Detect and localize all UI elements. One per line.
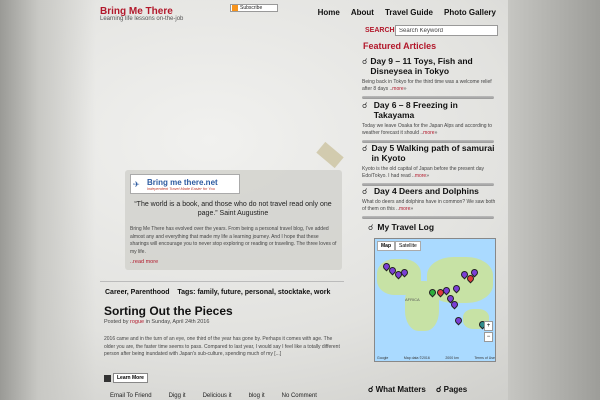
share-delicious-link[interactable]: Delicious it xyxy=(202,393,232,399)
read-more-link[interactable]: ..read more xyxy=(130,259,159,265)
page-edge xyxy=(508,0,600,400)
zoom-in-button[interactable]: + xyxy=(484,321,493,331)
tape-decoration xyxy=(316,142,343,168)
divider xyxy=(362,96,494,99)
featured-article-title[interactable]: Day 5 Walking path of samurai in Kyoto xyxy=(371,143,495,163)
more-link[interactable]: more xyxy=(398,206,411,212)
featured-article-title[interactable]: Day 9 – 11 Toys, Fish and Disneysea in Tokyo xyxy=(370,56,473,76)
featured-articles-heading: Featured Articles xyxy=(363,41,437,51)
site-title[interactable]: Bring Me There xyxy=(100,6,173,17)
post-author-link[interactable]: rogue xyxy=(130,319,145,325)
post-meta xyxy=(104,319,209,325)
featured-article-excerpt: What do deers and dolphins have in common? We saw both of them on this ..more» xyxy=(362,199,496,212)
pushpin-icon: ☌ xyxy=(362,144,368,153)
travel-log-heading: My Travel Log xyxy=(377,222,435,232)
more-link[interactable]: more xyxy=(392,86,404,92)
nav-home[interactable]: Home xyxy=(317,8,340,17)
pages-heading xyxy=(436,385,496,400)
more-link[interactable]: more xyxy=(414,173,427,179)
excerpt-text: Kyoto is the old capital of Japan before the present day Edo/Tokyo. I had read .. xyxy=(362,166,485,179)
divider xyxy=(100,281,344,282)
pushpin-icon: ☌ xyxy=(362,101,368,110)
featured-article-excerpt: Kyoto is the old capital of Japan before the present day Edo/Tokyo. I had read ..more» xyxy=(362,166,485,179)
search-label: SEARCH xyxy=(365,27,395,34)
map-footer xyxy=(377,356,495,360)
nav-about[interactable]: About xyxy=(350,8,374,17)
map-tab[interactable]: Map xyxy=(377,241,395,251)
divider xyxy=(362,216,494,219)
logo-name: Bring me there.net xyxy=(147,177,218,187)
featured-article xyxy=(362,143,498,186)
rss-icon xyxy=(232,5,238,11)
intro-panel xyxy=(125,170,342,270)
map-scale: 2000 km xyxy=(445,356,459,360)
excerpt-text: What do deers and dolphins have in common? We saw both of them on this .. xyxy=(362,199,496,212)
excerpt-text: Being back in Tokyo for the third time was a welcome relief after 8 days .. xyxy=(362,79,492,92)
share-digg-link[interactable]: Digg it xyxy=(168,393,186,399)
map-region-label: AFRICA xyxy=(405,297,420,302)
excerpt-text: Today we leave Osaka for the Japan Alps and according to weather forecast it should .. xyxy=(362,123,493,136)
travel-map[interactable] xyxy=(374,238,496,362)
google-logo: Google xyxy=(377,356,389,360)
comments-link[interactable]: No Comment xyxy=(281,393,317,399)
post-date: in Sunday, April 24th 2016 xyxy=(145,319,210,325)
post-excerpt: 2016 came and in the turn of an eye, one third of the year has gone by. Perhaps it comes with age. The older you are, the faster time seems to pass. Compared to last year, I would say I feel like a totally different person after being inundated with Japan's sub-culture, spending much of my [...] xyxy=(104,336,340,357)
learn-more-label: Learn More xyxy=(113,373,148,383)
featured-article-title[interactable]: Day 4 Deers and Dolphins xyxy=(374,186,479,196)
satellite-tab[interactable]: Satellite xyxy=(395,241,421,251)
posted-by-label: Posted by xyxy=(104,319,129,325)
featured-article-excerpt: Today we leave Osaka for the Japan Alps and according to weather forecast it should ..more» xyxy=(362,123,493,136)
post-title[interactable]: Sorting Out the Pieces xyxy=(104,304,233,318)
map-terms-link[interactable]: Terms of Use xyxy=(474,356,495,360)
site-logo[interactable] xyxy=(130,174,240,194)
arrow-icon xyxy=(104,375,111,382)
intro-quote: “The world is a book, and those who do not travel read only one page.” Saint Augustine xyxy=(134,201,332,217)
pages-label: Pages xyxy=(443,385,468,394)
nav-travel-guide[interactable]: Travel Guide xyxy=(384,8,433,17)
post-categories[interactable]: Career, Parenthood xyxy=(105,289,170,296)
pushpin-icon: ☌ xyxy=(436,385,442,394)
what-matters-heading xyxy=(368,385,428,400)
airplane-icon: ✈ xyxy=(133,180,140,189)
main-nav xyxy=(307,8,496,17)
map-type-tabs xyxy=(377,241,421,251)
pushpin-icon: ☌ xyxy=(368,222,374,232)
search-input[interactable] xyxy=(395,25,498,36)
post-taxonomy xyxy=(105,289,345,297)
map-data-credit: Map data ©2016 xyxy=(403,356,430,360)
logo-slogan: Independent Travel Made Easier for You xyxy=(147,186,215,191)
pushpin-icon: ☌ xyxy=(368,385,374,394)
featured-article-title[interactable]: Day 6 – 8 Freezing in Takayama xyxy=(373,100,458,120)
what-matters-label: What Matters xyxy=(375,385,426,394)
featured-article xyxy=(362,100,498,143)
learn-more-button[interactable] xyxy=(104,373,148,383)
pushpin-icon: ☌ xyxy=(362,57,368,66)
map-zoom-controls xyxy=(484,321,493,343)
zoom-out-button[interactable]: − xyxy=(484,332,493,342)
pushpin-icon: ☌ xyxy=(362,187,368,196)
site-tagline: Learning life lessons on-the-job xyxy=(100,16,184,22)
featured-article-excerpt: Being back in Tokyo for the third time was a welcome relief after 8 days ..more» xyxy=(362,79,492,92)
subscribe-button[interactable] xyxy=(230,4,278,12)
share-blog-link[interactable]: blog it xyxy=(248,393,265,399)
subscribe-label: Subscribe xyxy=(240,5,263,11)
map-marker[interactable] xyxy=(454,316,464,326)
nav-photo-gallery[interactable]: Photo Gallery xyxy=(443,8,496,17)
featured-article xyxy=(362,186,498,219)
share-email-link[interactable]: Email To Friend xyxy=(110,393,152,399)
share-bar xyxy=(110,393,334,399)
map-landmass xyxy=(427,257,493,303)
featured-article xyxy=(362,56,498,99)
travel-log-widget xyxy=(368,222,500,366)
more-link[interactable]: more xyxy=(423,130,435,136)
intro-text: Bring Me There has evolved over the years. From being a personal travel blog, I’ve added almost any and everything that made my life a learning journey. And I hope that these sharings will encourage you to never stop exploring or reading or traveling. The three loves of my life. xyxy=(130,226,337,255)
post-tags[interactable]: Tags: family, future, personal, stocktake, work xyxy=(177,289,331,296)
